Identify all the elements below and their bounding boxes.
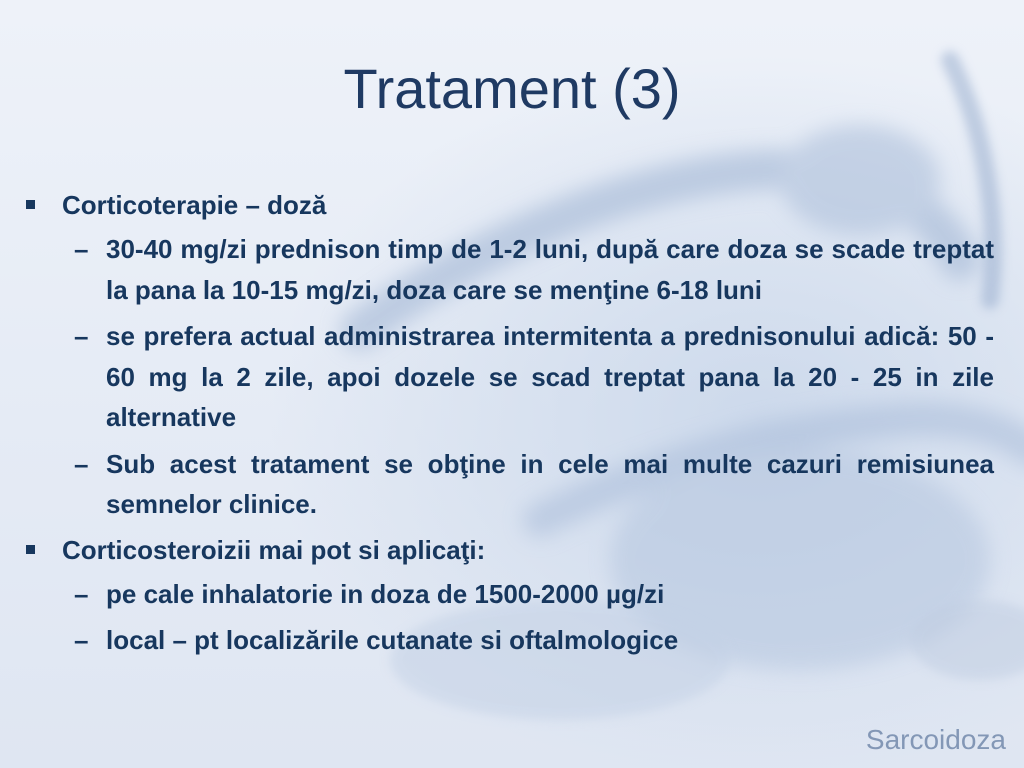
bullet-item <box>24 186 994 224</box>
dash-bullet-icon: – <box>74 234 89 264</box>
sub-bullet-text: pe cale inhalatorie in doza de 1500-2000 µg/zi <box>106 578 665 609</box>
bullet-text: Corticosteroizii mai pot si aplicaţi: <box>62 534 486 565</box>
sub-bullet-item <box>24 444 994 525</box>
sub-bullet-text: se prefera actual administrarea intermitenta a prednisonului adică: 50 - 60 mg la 2 zile, apoi dozele se scad treptat pana la 20 - 25 in zile alternative <box>106 321 994 432</box>
sub-bullet-text: local – pt localizările cutanate si oftalmologice <box>106 625 679 655</box>
square-bullet-icon <box>26 200 35 209</box>
sub-bullet-item <box>24 316 994 438</box>
sub-bullet-item <box>24 229 994 310</box>
slide-content <box>24 186 994 667</box>
square-bullet-icon <box>26 545 35 554</box>
dash-bullet-icon: – <box>74 448 89 479</box>
bullet-text: Corticoterapie – doză <box>62 190 327 220</box>
sub-bullet-text: Sub acest tratament se obţine in cele mai multe cazuri remisiunea semnelor clinice. <box>106 448 994 519</box>
footer-label: Sarcoidoza <box>865 724 1006 755</box>
slide-title: Tratament (3) <box>343 57 681 120</box>
dash-bullet-icon: – <box>74 578 89 609</box>
dash-bullet-icon: – <box>74 321 89 351</box>
sub-bullet-text: 30-40 mg/zi prednison timp de 1-2 luni, după care doza se scade treptat la pana la 10-15 mg/zi, doza care se menţine 6-18 luni <box>106 234 994 305</box>
sub-bullet-item <box>24 574 994 615</box>
sub-bullet-item <box>24 620 994 661</box>
bullet-item <box>24 531 994 569</box>
dash-bullet-icon: – <box>74 625 89 655</box>
